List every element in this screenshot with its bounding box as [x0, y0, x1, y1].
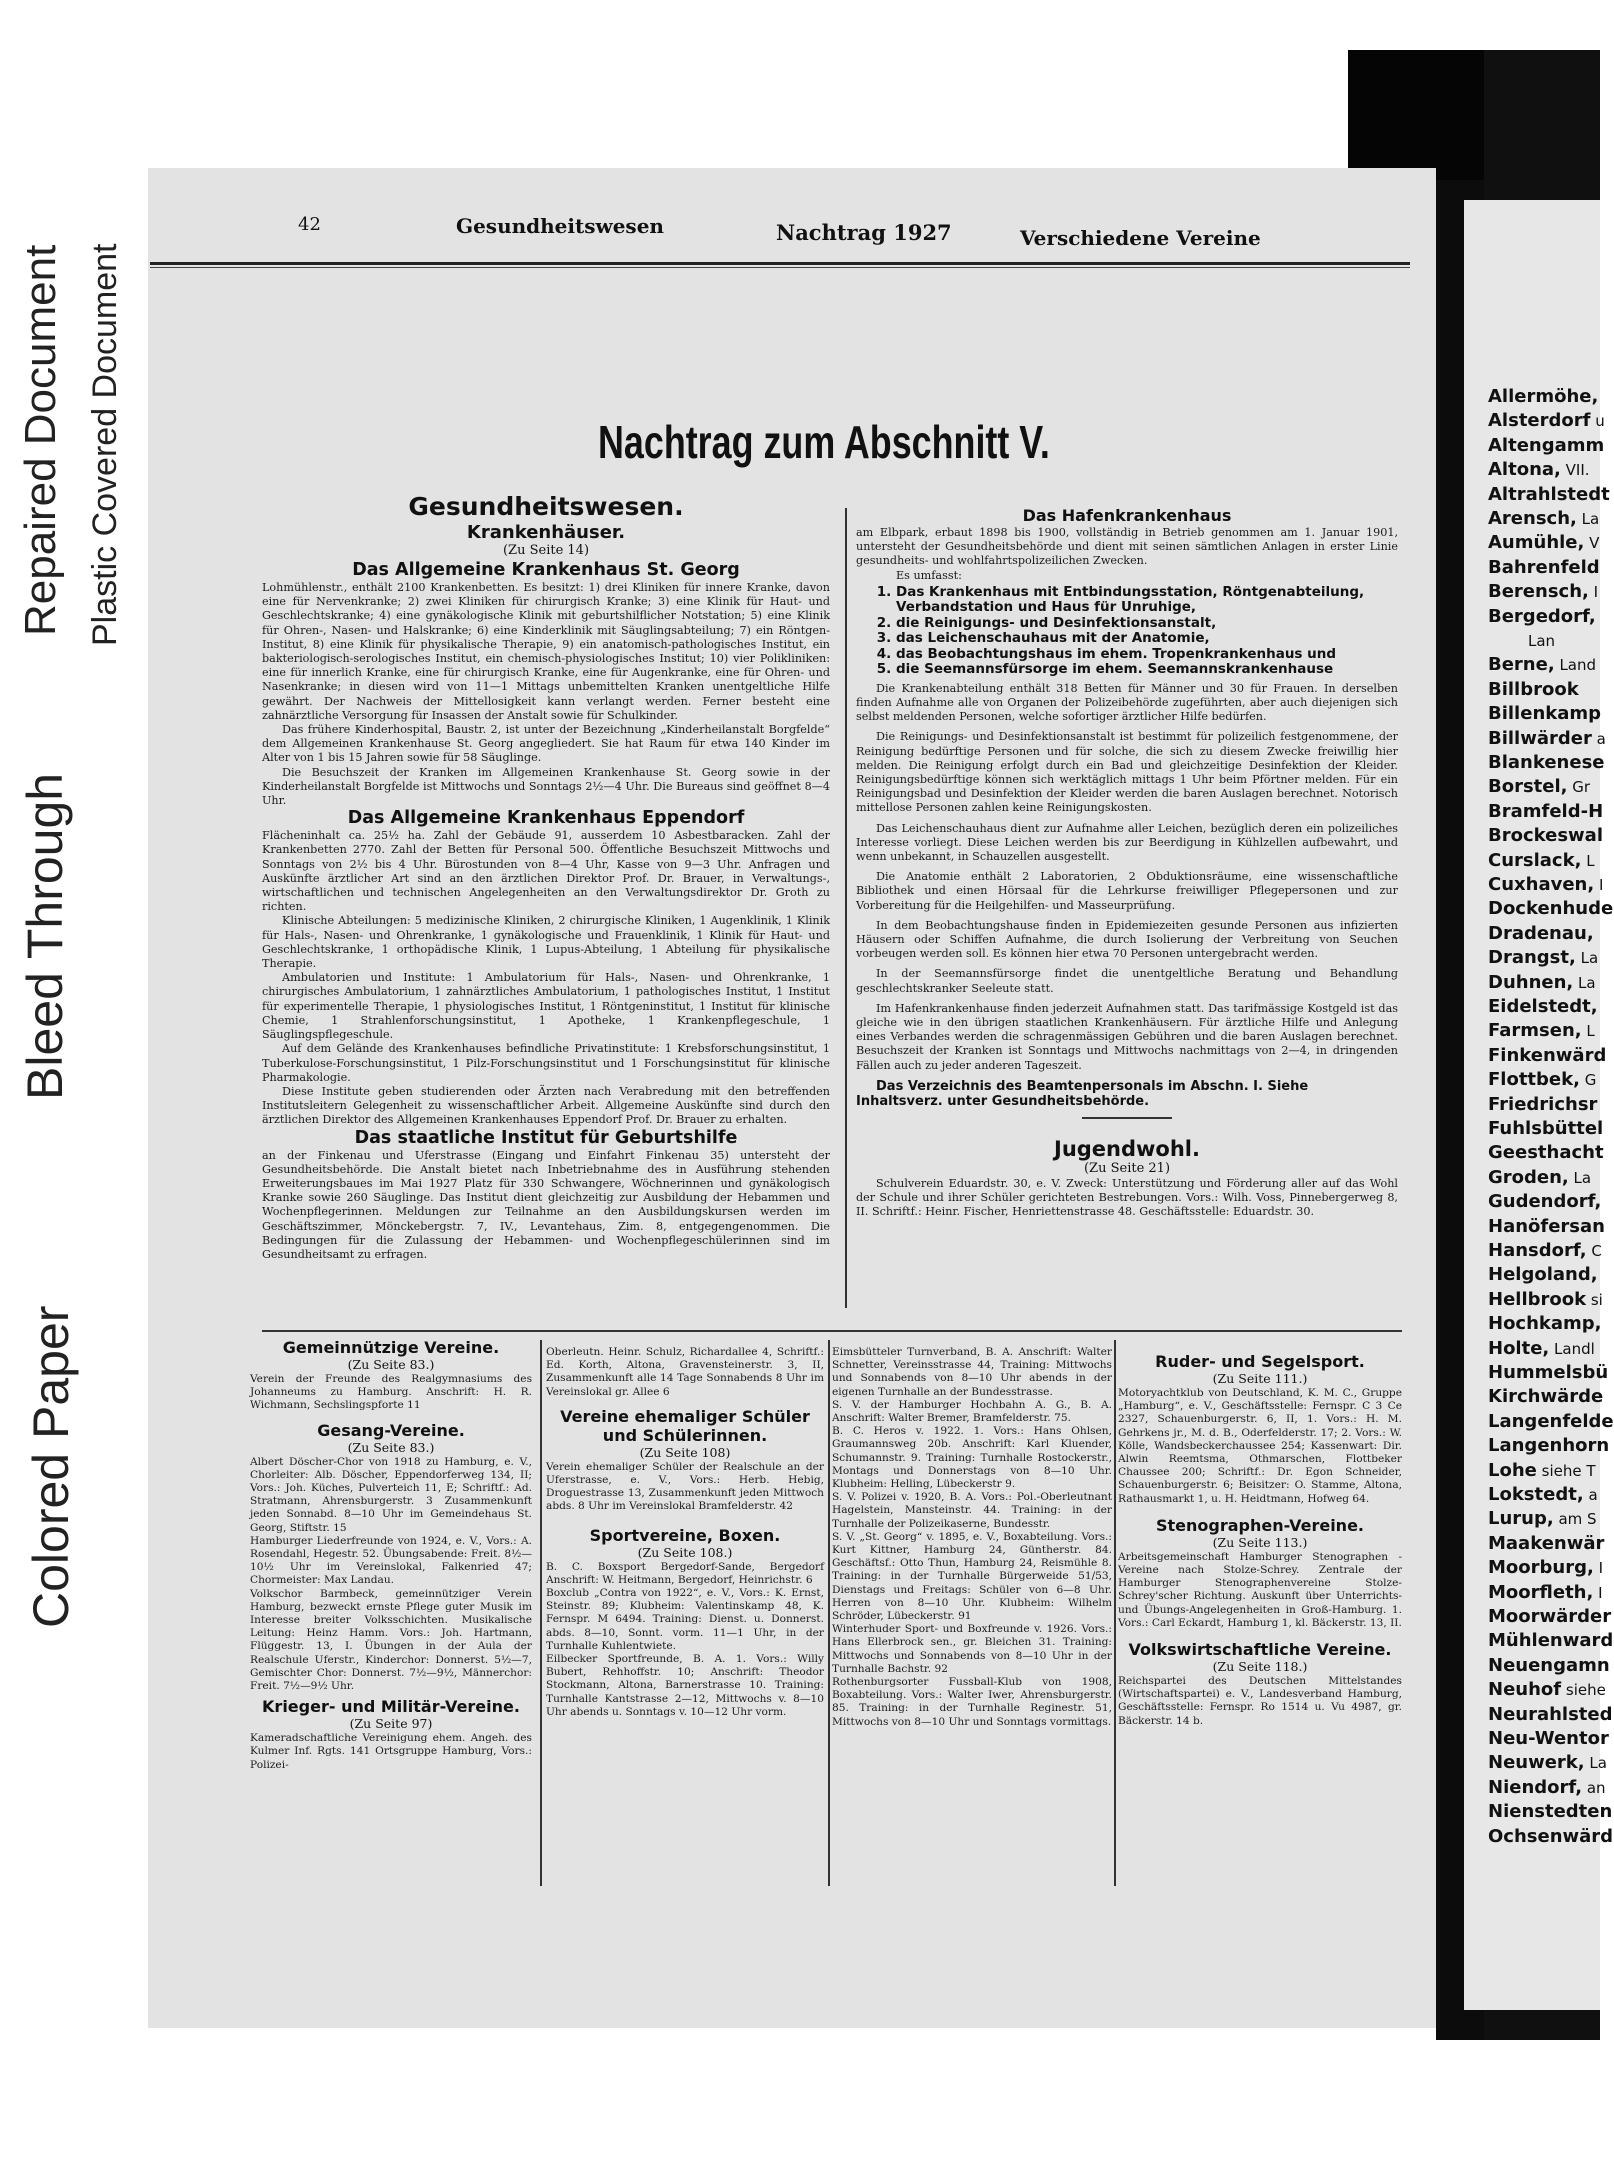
place-detail: Lan — [1528, 632, 1556, 650]
place-name: Bergedorf, — [1488, 605, 1596, 627]
place-name: Curslack, — [1488, 849, 1582, 871]
section-title: Gesundheitswesen. — [408, 492, 684, 521]
place-entry — [1488, 1094, 1597, 1115]
column-divider — [1114, 1340, 1116, 1886]
place-name: Kirchwärde — [1488, 1386, 1604, 1408]
facility-list-item: 2. die Reinigungs- und Desinfektionsanstalt, — [896, 616, 1398, 632]
place-entry — [1488, 1484, 1598, 1505]
vereine-col-3 — [832, 1346, 1112, 1890]
place-entry — [1488, 1826, 1613, 1847]
place-entry — [1488, 679, 1579, 700]
place-name: Helgoland, — [1488, 1264, 1598, 1286]
place-detail: La — [1576, 510, 1600, 528]
heading-krieger: Krieger- und Militär-Vereine. — [262, 1697, 520, 1717]
place-entry — [1488, 1801, 1612, 1822]
place-name: Hochkamp, — [1488, 1313, 1602, 1335]
place-name: Neuengamn — [1488, 1654, 1610, 1676]
place-entry — [1488, 1264, 1598, 1285]
label-repaired-document: Repaired Document — [16, 244, 65, 636]
heading-hafenkrankenhaus: Das Hafenkrankenhaus — [1022, 506, 1232, 525]
place-entry — [1488, 1606, 1611, 1627]
place-detail: an — [1582, 1778, 1606, 1797]
entry: Hamburger Liederfreunde von 1924, e. V., Vors.: A. Rosendahl, Hegestr. 52. Übungsabende: Freit. 8½—10½ Uhr im Vereinslokal, Falkenried 47; Chormeister: Max Landau. — [250, 1534, 532, 1587]
place-entry — [1488, 972, 1596, 993]
paragraph: Die Besuchszeit der Kranken im Allgemeinen Krankenhause St. Georg sowie in der Kinderheilanstalt Borgfelde ist Mittwochs und Sonntags 2½—4 Uhr. Die Bureaus sind geöffnet 8—4 Uhr. — [262, 765, 830, 808]
entry: Reichspartei des Deutschen Mittelstandes (Wirtschaftspartei) e. V., Landesverband Hamburg, Geschäftsstelle: Fernspr. Ro 1514 u. Vu 4987, gr. Bäckerstr. 14 b. — [1118, 1675, 1402, 1727]
place-entry — [1488, 1069, 1596, 1090]
entry: B. C. Heros v. 1922. 1. Vors.: Hans Ohlsen, Graumannsweg 20b. Anschrift: Karl Kluender, Schumannstr. 9. Training: Turnhalle Rostockerstr., Montags und Donnerstags von 8—10 Uhr. Klubheim: Helling, Lübeckerstr 9. — [832, 1425, 1112, 1491]
place-name: Mühlenward — [1488, 1630, 1614, 1652]
place-detail: I — [1594, 876, 1604, 894]
place-name: Friedrichsr — [1488, 1093, 1598, 1115]
place-name: Borstel, — [1488, 776, 1568, 798]
place-entry — [1488, 874, 1603, 895]
right-column — [856, 506, 1398, 1324]
paragraph: Flächeninhalt ca. 25½ ha. Zahl der Gebäude 91, ausserdem 10 Asbestbaracken. Zahl der Krankenbetten 2770. Zahl der Betten für Personal 500. Öffentliche Besuchszeit Mittwochs und Sonntags von 2½ bis 4 Uhr. Bürostunden von 8—4 Uhr, Kasse von 9—3 Uhr. Anfragen und Auskünfte ärztlicher Art sind an den ärztlichen Direktor Prof. Dr. Brauer, in Verwaltungs-, wirtschaftlichen und technischen Angelegenheiten an den Verwaltungsdirektor Dr. Groth zu richten. — [262, 829, 830, 914]
place-detail: u — [1590, 412, 1605, 431]
heading-gemeinnuetzige: Gemeinnützige Vereine. — [282, 1338, 500, 1357]
place-detail: siehe T — [1536, 1461, 1596, 1480]
facility-list-item: 4. das Beobachtungshaus im ehem. Tropenkrankenhaus und — [896, 647, 1398, 663]
place-name: Aumühle, — [1488, 532, 1585, 554]
place-name: Eidelstedt, — [1488, 996, 1598, 1017]
place-name: Hellbrook — [1488, 1288, 1587, 1310]
place-name: Holte, — [1488, 1337, 1550, 1359]
place-detail: I — [1588, 583, 1599, 602]
place-entry — [1488, 1582, 1603, 1603]
place-entry — [1488, 923, 1594, 944]
place-entry — [1488, 898, 1613, 919]
place-entry — [1488, 776, 1590, 797]
subsection-title: Krankenhäuser. — [466, 522, 626, 543]
paragraph: Schulverein Eduardstr. 30, e. V. Zweck: Unterstützung und Förderung aller auf das Wohl der Schule und ihrer Schüler gerichteten Bestrebungen. Vors.: Wilh. Voss, Pinnebergerweg 8, II. Schriftf.: Heinr. Fischer, Henriettenstrasse 48. Geschäftsstelle: Eduardstr. 30. — [856, 1176, 1398, 1219]
place-entry — [1488, 654, 1596, 675]
vereine-col-4 — [1118, 1352, 1402, 1890]
paragraph: In dem Beobachtungshause finden in Epidemiezeiten gesunde Personen aus infizierten Häusern oder Schiffen Aufnahme, die durch Isolierung der Verbreitung von Seuchen vorbeugen werden soll. Es können hier etwa 70 Personen untergebracht werden. — [856, 918, 1398, 961]
see-page: (Zu Seite 113.) — [1212, 1534, 1308, 1550]
entry: S. V. „St. Georg“ v. 1895, e. V., Boxabteilung. Vors.: Kurt Kittner, Hamburg 24, Güntherstr. 84. Geschäftsf.: Otto Thun, Hamburg 24, Reismühle 8. Training: in der Turnhalle Bürgerweide 51/53, Dienstags und Freitags: Schüler von 6—8 Uhr. Herren von 8—10 Uhr. Klubheim: Wilhelm Schröder, Lübeckerstr. 91 — [832, 1530, 1112, 1623]
column-divider — [845, 508, 847, 1308]
header-center: Nachtrag 1927 — [776, 220, 952, 245]
entry: Eimsbütteler Turnverband, B. A. Anschrift: Walter Schnetter, Vereinsstrasse 44, Training: Mittwochs und Sonnabends von 8—10 Uhr abends in der eigenen Turnhalle an der Bundesstrasse. — [832, 1346, 1112, 1398]
entry: Arbeitsgemeinschaft Hamburger Stenographen - Vereine nach Stolze-Schrey. Zentrale der Hamburger Stenographenvereine Stolze-Schrey'scher Richtung. Auskunft über Unterrichts- und Übungs-Angelegenheiten in Groß-Hamburg. 1. Vors.: Carl Eckardt, Hamburg 1, kl. Bäckerstr. 13, II. — [1118, 1550, 1402, 1629]
place-name: Alsterdorf — [1488, 410, 1591, 432]
place-name: Moorwärder — [1488, 1606, 1612, 1627]
place-name: Dradenau, — [1488, 922, 1594, 944]
left-column — [262, 492, 830, 1324]
entry: Boxclub „Contra von 1922“, e. V., Vors.: K. Ernst, Steinstr. 89; Klubheim: Valentinskamp 48, K. Fernspr. M 6494. Training: Dienst. u. Donnerst. abds. 8—10, Sonnt. vorm. 11—1 Uhr, in der Turnhalle Kuhlentwiete. — [546, 1587, 824, 1652]
place-name: Langenhorn — [1488, 1435, 1610, 1457]
place-entry — [1488, 1777, 1606, 1798]
label-plastic-covered: Plastic Covered Document — [86, 243, 124, 646]
place-name: Farmsen, — [1488, 1020, 1582, 1042]
place-name: Neuhof — [1488, 1679, 1562, 1701]
heading-ruder: Ruder- und Segelsport. — [1155, 1352, 1365, 1371]
place-entry — [1488, 1704, 1613, 1725]
place-entry — [1488, 1240, 1602, 1261]
header-left: Gesundheitswesen — [456, 214, 664, 238]
place-detail: V — [1584, 534, 1600, 553]
place-name: Allermöhe, — [1488, 386, 1599, 407]
place-name: Maakenwär — [1488, 1532, 1605, 1554]
place-entry — [1488, 825, 1603, 846]
paragraph: Das Leichenschauhaus dient zur Aufnahme aller Leichen, bezüglich deren ein polizeiliches Interesse vorliegt. Diese Leichen werden bis zur Beerdigung in Kühlzellen aufbewahrt, und wenn unbekannt, in Schauzellen ausgestellt. — [856, 821, 1398, 864]
place-detail: La — [1575, 949, 1599, 968]
see-page: (Zu Seite 111.) — [1212, 1371, 1308, 1386]
place-entry — [1488, 1191, 1601, 1212]
entry: S. V. der Hamburger Hochbahn A. G., B. A. Anschrift: Walter Bremer, Bramfelderstr. 75. — [832, 1398, 1112, 1425]
place-detail: G — [1579, 1071, 1597, 1090]
place-entry — [1488, 1557, 1603, 1578]
see-page: (Zu Seite 14) — [502, 543, 590, 558]
place-detail: I — [1593, 1583, 1603, 1602]
place-name: Altengamm — [1488, 434, 1605, 456]
place-name: Duhnen, — [1488, 971, 1574, 993]
facility-list-item: 5. die Seemannsfürsorge im ehem. Seemannskrankenhause — [896, 662, 1398, 678]
place-detail: La — [1568, 1168, 1592, 1187]
place-entry — [1488, 484, 1610, 505]
place-entry — [1488, 1167, 1591, 1188]
place-entry — [1488, 1142, 1604, 1163]
place-name: Gudendorf, — [1488, 1191, 1602, 1213]
place-entry — [1488, 1118, 1603, 1139]
place-detail: Gr — [1567, 778, 1591, 797]
place-entry — [1488, 1289, 1603, 1310]
place-entry — [1488, 557, 1600, 578]
place-detail: a — [1583, 1486, 1598, 1504]
entry: Motoryachtklub von Deutschland, K. M. C., Gruppe „Hamburg“, e. V., Geschäftsstelle: Fernspr. C 3 Ce 2327, Schauenburgerstr. 6, II, 1. Vors.: H. M. Gehrkens jr., M. d. B., Oderfelderstr. 17; 2. Vors.: W. Kölle, Wandsbeckerchaussee 254; Kassenwart: Dir. Alwin Reemtsma, Othmarschen, Flottbeker Chaussee 200; Schriftf.: Dr. Egon Schneider, Schauenburgerstr. 6; Beisitzer: O. Stamme, Altona, Rathausmarkt 1, u. H. Heidtmann, Hofweg 64. — [1118, 1387, 1402, 1505]
separator — [1082, 1117, 1172, 1119]
place-entry — [1528, 630, 1555, 651]
place-name: Groden, — [1488, 1166, 1569, 1188]
heading-schueler: Vereine ehemaliger Schüler und Schülerinnen. — [560, 1406, 810, 1445]
see-page: (Zu Seite 97) — [349, 1716, 433, 1732]
paragraph: Im Hafenkrankenhause finden jederzeit Aufnahmen statt. Das tarifmässige Kostgeld ist das gleiche wie in den übrigen staatlichen Krankenhäusern. Für ärztliche Hilfe und Anlegung eines Verbandes werden die schragenmässigen Gebühren und die baren Auslagen berechnet. Besuchszeit der Kranken ist Sonntags und Mittwochs nachmittags von 2—4, in dringenden Fällen auch zu jeder anderen Tageszeit. — [856, 1001, 1398, 1072]
place-entry — [1488, 728, 1606, 749]
facility-list-item: 1. Das Krankenhaus mit Entbindungsstation, Röntgenabteilung, Verbandstation und Haus für Unruhige, — [896, 585, 1398, 616]
heading-volkswirtschaft: Volkswirtschaftliche Vereine. — [1128, 1640, 1392, 1660]
place-name: Cuxhaven, — [1488, 874, 1595, 895]
place-name: Flottbek, — [1488, 1069, 1580, 1091]
place-name: Fuhlsbüttel — [1488, 1118, 1604, 1139]
place-name: Lurup, — [1488, 1508, 1554, 1530]
place-entry — [1488, 459, 1590, 480]
place-entry — [1488, 581, 1598, 602]
vereine-col-1 — [250, 1338, 532, 1890]
place-entry — [1488, 1020, 1595, 1041]
place-entry — [1488, 1216, 1605, 1237]
see-page: (Zu Seite 108) — [639, 1444, 731, 1460]
paragraph: Diese Institute geben studierenden oder Ärzten nach Verabredung mit den betreffenden Institutsleitern Gelegenheit zu wissenschaftlicher Arbeit. Allgemeine Auskünfte sind durch den ärztlichen Direktor des Allgemeinen Krankenhauses Eppendorf Prof. Dr. Brauer zu erhalten. — [262, 1084, 830, 1127]
heading-st-georg: Das Allgemeine Krankenhaus St. Georg — [352, 560, 740, 580]
heading-sportvereine: Sportvereine, Boxen. — [589, 1525, 781, 1545]
place-entry — [1488, 1679, 1606, 1700]
place-name: Geesthacht — [1488, 1142, 1604, 1164]
place-name: Lohe — [1488, 1459, 1537, 1481]
place-name: Ochsenwärd — [1488, 1825, 1614, 1847]
entry: Eilbecker Sportfreunde, B. A. 1. Vors.: Willy Bubert, Rehhoffstr. 10; Anschrift: Theodor Stockmann, Altona, Barnerstrasse 10. Training: Turnhalle Kantstrasse 2—12, Mittwochs v. 8—10 Uhr abends u. Sonntags v. 10—12 Uhr vorm. — [546, 1653, 824, 1718]
paragraph: am Elbpark, erbaut 1898 bis 1900, vollständig in Betrieb genommen am 1. Januar 1901, untersteht der Gesundheitsbehörde und dient mit seinen sämtlichen Anlagen in erster Linie gesundheits- und wohlfahrtspolizeilichen Zwecken. — [856, 526, 1398, 568]
note-verzeichnis: Das Verzeichnis des Beamtenpersonals im Abschn. I. Siehe Inhaltsverz. unter Gesundheitsbehörde. — [856, 1078, 1309, 1109]
place-detail: L — [1581, 1022, 1595, 1041]
entry: Rothenburgsorter Fussball-Klub von 1908, Boxabteilung. Vors.: Walter Iwer, Ahrensburgerstr. 85. Training: in der Turnhalle Reginestr. 51, Mittwochs von 8—10 Uhr und Sonntags vormittags. — [832, 1676, 1112, 1728]
paragraph: Es umfasst: — [896, 568, 962, 582]
page-title: Nachtrag zum Abschnitt V. — [598, 416, 1050, 468]
header-rule — [150, 262, 1410, 265]
place-detail: si — [1586, 1290, 1603, 1309]
place-name: Arensch, — [1488, 508, 1577, 529]
place-detail: La — [1584, 1754, 1607, 1773]
place-entry — [1488, 1362, 1608, 1383]
section-rule — [262, 1330, 1402, 1332]
place-entry — [1488, 947, 1598, 968]
paragraph: Klinische Abteilungen: 5 medizinische Kliniken, 2 chirurgische Kliniken, 1 Augenklinik, 1 Klinik für Hals-, Nasen- und Ohrenkranke, 1 gynäkologische und Frauenklinik, 1 Klinik für Haut- und Geschlechtskranke, 1 orthopädische Klinik, 1 Lupus-Abteilung, 1 Abteilung für physikalische Therapie. — [262, 914, 830, 971]
facility-list-item: 3. das Leichenschauhaus mit der Anatomie, — [896, 631, 1398, 647]
place-entry — [1488, 850, 1595, 871]
place-entry — [1488, 1411, 1614, 1432]
place-detail: a — [1591, 729, 1606, 748]
place-entry — [1488, 703, 1601, 724]
place-entry — [1488, 1533, 1604, 1554]
entry: Volkschor Barmbeck, gemeinnütziger Verein Hamburg, bezweckt ernste Pflege guter Musik im Interesse breiter Volksschichten. Musikalische Leitung: Heinz Hamm. Vors.: Joh. Hartmann, Flüggestr. 13, I. Übungen in der Aula der Realschule Uferstr., Kinderchor: Donnerst. 5½—7, Gemischter Chor: Donnerst. 7½—9½, Männerchor: Freit. 7½—9½ Uhr. — [250, 1587, 532, 1693]
paragraph: Auf dem Gelände des Krankenhauses befindliche Privatinstitute: 1 Krebsforschungsinstitut, 1 Tuberkulose-Forschungsinstitut, 1 Pilz-Forschungsinstitut und 1 Forschungsinstitut für klinische Pharmakologie. — [262, 1042, 830, 1084]
place-name: Hummelsbü — [1488, 1362, 1609, 1383]
entry: Albert Döscher-Chor von 1918 zu Hamburg, e. V., Chorleiter: Alb. Döscher, Eppendorferweg 134, II; Vors.: Joh. Küches, Pulverteich 11, E; Schriftf.: Ad. Stratmann, Ahrensburgerstr. 3 Zusammenkunft jeden Sonnabd. 8—10 Uhr im Gemeindehaus St. Georg, Stiftstr. 15 — [250, 1455, 532, 1534]
heading-stenographen: Stenographen-Vereine. — [1155, 1515, 1364, 1535]
entry: Verein ehemaliger Schüler der Realschule an der Uferstrasse, e. V., Vors.: Herb. Hebig, Droguestrasse 13, Zusammenkunft jeden Mittwoch abds. 8 Uhr im Vereinslokal Bramfelderstr. 42 — [546, 1460, 824, 1513]
entry: Winterhuder Sport- und Boxfreunde v. 1926. Vors.: Hans Ellerbrock sen., gr. Bleichen 31. Training: Mittwochs und Sonnabends von 8—10 Uhr in der Turnhalle Bachstr. 92 — [832, 1623, 1112, 1675]
place-name: Brockeswal — [1488, 825, 1603, 847]
facility-list — [856, 585, 1398, 678]
place-name: Bramfeld-H — [1488, 800, 1604, 822]
place-entry — [1488, 801, 1603, 822]
place-entry — [1488, 1313, 1602, 1334]
place-name: Neu-Wentor — [1488, 1728, 1609, 1749]
heading-eppendorf: Das Allgemeine Krankenhaus Eppendorf — [347, 808, 745, 829]
place-entry — [1488, 1630, 1613, 1651]
entry: Verein der Freunde des Realgymnasiums des Johanneums zu Hamburg. Anschrift: H. R. Wichmann, Sechslingspforte 11 — [250, 1373, 532, 1412]
place-name: Billbrook — [1488, 678, 1579, 700]
paragraph: Ambulatorien und Institute: 1 Ambulatorium für Hals-, Nasen- und Ohrenkranke, 1 chirurgisches Ambulatorium, 1 zahnärztliches Ambulatorium, 1 pathologisches Institut, 1 Institut für experimentelle Therapie, 1 physiologisches Institut, 1 Röntgeninstitut, 1 Institut für klinische Chemie, 1 Strahlenforschungsinstitut, 1 Apotheke, 1 Krankenpflegeschule, 1 Säuglingspflegeschule. — [262, 971, 830, 1042]
label-colored-paper: Colored Paper — [23, 1305, 79, 1628]
place-name: Langenfelde — [1488, 1410, 1614, 1432]
paragraph: Die Krankenabteilung enthält 318 Betten für Männer und 30 für Frauen. In derselben finden Aufnahme alle von Organen der Polizeibehörde zugeführten, aber auch diejenigen sich selbst meldenden Personen, welche sofortiger ärztlicher Hilfe bedürfen. — [856, 681, 1398, 724]
see-page: (Zu Seite 21) — [1083, 1160, 1171, 1176]
place-detail: siehe — [1561, 1681, 1606, 1700]
place-name: Drangst, — [1488, 947, 1576, 969]
paragraph: In der Seemannsfürsorge findet die unentgeltliche Beratung und Behandlung geschlechtskranker Seeleute statt. — [856, 967, 1398, 995]
place-name: Nienstedten — [1488, 1801, 1613, 1823]
place-entry — [1488, 1460, 1596, 1481]
place-name: Moorfleth, — [1488, 1581, 1594, 1603]
place-name: Altona, — [1488, 459, 1561, 481]
see-page: (Zu Seite 83.) — [347, 1357, 435, 1372]
place-name: Niendorf, — [1488, 1776, 1583, 1798]
place-name: Altrahlstedt — [1488, 483, 1610, 505]
place-entry — [1488, 1655, 1610, 1676]
place-name: Berne, — [1488, 654, 1555, 676]
header-right: Verschiedene Vereine — [1020, 226, 1261, 250]
paragraph: Das frühere Kinderhospital, Baustr. 2, ist unter der Bezeichnung „Kinderheilanstalt Borgfelde“ dem Allgemeinen Krankenhause St. Georg angegliedert. Sie hat Raum für etwa 140 Kinder im Alter von 1 bis 15 Jahren sowie für 58 Säuglinge. — [262, 723, 830, 765]
place-name: Billwärder — [1488, 727, 1592, 749]
facing-page — [1464, 200, 1614, 2010]
place-entry — [1488, 1728, 1609, 1749]
place-name: Neurahlsted — [1488, 1703, 1613, 1725]
place-name: Bahrenfeld — [1488, 556, 1600, 578]
paragraph: Die Reinigungs- und Desinfektionsanstalt ist bestimmt für polizeilich festgenommene, der Reinigung bedürftige Personen und für solche, die sich zu diesem Zwecke freiwillig hier melden. Die Reinigung erfolgt durch ein Bad und gleichzeitige Desinfektion der Kleider. Reinigungsbedürftige können sich werktäglich mittags 1 Uhr beim Pförtner melden. Für ein Reinigungsbad und Desinfektion der Kleider werden die baren Auslagen berechnet. Notorisch mittellose Personen zahlen keine Reinigungskosten. — [856, 730, 1398, 815]
place-entry — [1488, 1045, 1606, 1066]
place-name: Berensch, — [1488, 581, 1589, 603]
place-entry — [1488, 1338, 1595, 1359]
place-name: Finkenwärd — [1488, 1044, 1607, 1066]
see-page: (Zu Seite 108.) — [637, 1544, 733, 1560]
page-number: 42 — [298, 214, 321, 235]
place-entry — [1488, 532, 1599, 553]
place-name: Dockenhude — [1488, 898, 1614, 920]
place-detail: Land — [1554, 656, 1597, 675]
place-entry — [1488, 1386, 1603, 1407]
place-detail: L — [1581, 851, 1595, 870]
place-entry — [1488, 996, 1598, 1017]
place-entry — [1488, 606, 1596, 627]
paragraph: Die Anatomie enthält 2 Laboratorien, 2 Obduktionsräume, eine wissenschaftliche Bibliothek und einen Hörsaal für die Lehrkurse freiwilliger Pflegepersonen und zur Vorbereitung für die Heilgehilfen- und Masseurprüfung. — [856, 870, 1398, 912]
label-bleed-through: Bleed Through — [17, 772, 73, 1100]
heading-geburtshilfe: Das staatliche Institut für Geburtshilfe — [354, 1127, 738, 1148]
place-entry — [1488, 1752, 1607, 1773]
entry: Oberleutn. Heinr. Schulz, Richardallee 4, Schriftf.: Ed. Korth, Altona, Gravensteinerstr. 3, II, Zusammenkunft alle 14 Tage Sonnabends 8 Uhr im Vereinslokal gr. Allee 6 — [546, 1346, 824, 1398]
vereine-col-2 — [546, 1346, 824, 1890]
entry: B. C. Boxsport Bergedorf-Sande, Bergedorf Anschrift: W. Heitmann, Bergedorf, Heinrichstr. 6 — [546, 1560, 824, 1586]
place-detail: am S — [1553, 1510, 1597, 1529]
place-name: Hanöfersan — [1488, 1215, 1605, 1237]
place-entry — [1488, 1435, 1609, 1456]
place-name: Neuwerk, — [1488, 1752, 1585, 1774]
header-rule-thin — [150, 267, 1410, 268]
place-entry — [1488, 752, 1605, 773]
place-detail: Landl — [1549, 1339, 1595, 1358]
see-page: (Zu Seite 118.) — [1212, 1659, 1308, 1675]
place-entry — [1488, 386, 1598, 407]
place-detail: VII. — [1560, 461, 1590, 480]
heading-gesang: Gesang-Vereine. — [317, 1420, 465, 1440]
place-detail: La — [1573, 973, 1596, 992]
place-name: Billenkamp — [1488, 703, 1602, 725]
place-name: Lokstedt, — [1488, 1484, 1584, 1505]
place-name: Hansdorf, — [1488, 1240, 1587, 1261]
entry: Kameradschaftliche Vereinigung ehem. Angeh. des Kulmer Inf. Rgts. 141 Ortsgruppe Hamburg, Vors.: Polizei- — [250, 1732, 532, 1771]
column-divider — [540, 1340, 542, 1886]
jugendwohl-title: Jugendwohl. — [1054, 1136, 1200, 1161]
place-entry — [1488, 435, 1604, 456]
place-entry — [1488, 1508, 1597, 1529]
paragraph: an der Finkenau und Uferstrasse (Eingang und Einfahrt Finkenau 35) untersteht der Gesundheitsbehörde. Die Anstalt bietet nach Inbetriebnahme des in Ausführung stehenden Erweiterungsbaues im Mai 1927 Platz für 330 Schwangere, Wöchnerinnen und gynäkologisch Kranke sowie 260 Säuglinge. Das Institut dient gleichzeitig zur Ausbildung der Hebammen und Wochenpflegerinnen. Meldungen zur Teilnahme an den Ausbildungskursen werden im Geschäftszimmer, Mönckebergstr. 7, IV., Levantehaus, Zim. 8, entgegengenommen. Die Bedingungen für die Zulassung der Hebammen- und Wochenpflegeschülerinnen sind im Gesundheitsamt zu erfragen. — [262, 1148, 830, 1261]
entry: S. V. Polizei v. 1920, B. A. Vors.: Pol.-Oberleutnant Hagelstein, Mansteinstr. 44. Training: in der Turnhalle der Polizeikaserne, Bundesstr. — [832, 1491, 1112, 1530]
place-name: Blankenese — [1488, 752, 1605, 773]
place-name: Moorburg, — [1488, 1557, 1594, 1579]
place-entry — [1488, 410, 1605, 431]
place-detail: I — [1593, 1559, 1604, 1578]
place-detail: C — [1586, 1242, 1602, 1260]
paragraph: Lohmühlenstr., enthält 2100 Krankenbetten. Es besitzt: 1) drei Kliniken für innere Kranke, davon eine für Nervenkranke; 2) zwei Kliniken für chirurgisch Kranke; 3) eine Klinik für Haut- und Geschlechtskranke; 4) eine gynäkologische Klinik mit geburtshilflicher Notstation; 5) eine Klinik für Ohren-, Nasen- und Halskranke; 6) eine Kinderklinik mit Säuglingsabteilung; 7) ein Röntgen-Institut, 8) eine Klinik für physikalische Therapie, 9) ein anatomisch-pathologisches Institut, ein bakteriologisch-serologisches Institut, ein chemisch-physiologisches Institut; 10) vier Polikliniken: eine für innerlich Kranke, eine für chirurgisch Kranke, eine für Augenkranke, eine für Ohren- und Nasenkranke; in diesen wird von 11—1 Mittags unbemittelten Kranken unentgeltliche Hilfe gewährt. Der Nachweis der Mittellosigkeit kann verlangt werden. Ferner besteht eine zahnärztliche Versorgung für Insassen der Anstalt sowie für Schulkinder. — [262, 581, 830, 722]
place-entry — [1488, 508, 1599, 529]
see-page: (Zu Seite 83.) — [347, 1439, 435, 1455]
column-divider — [828, 1340, 830, 1886]
